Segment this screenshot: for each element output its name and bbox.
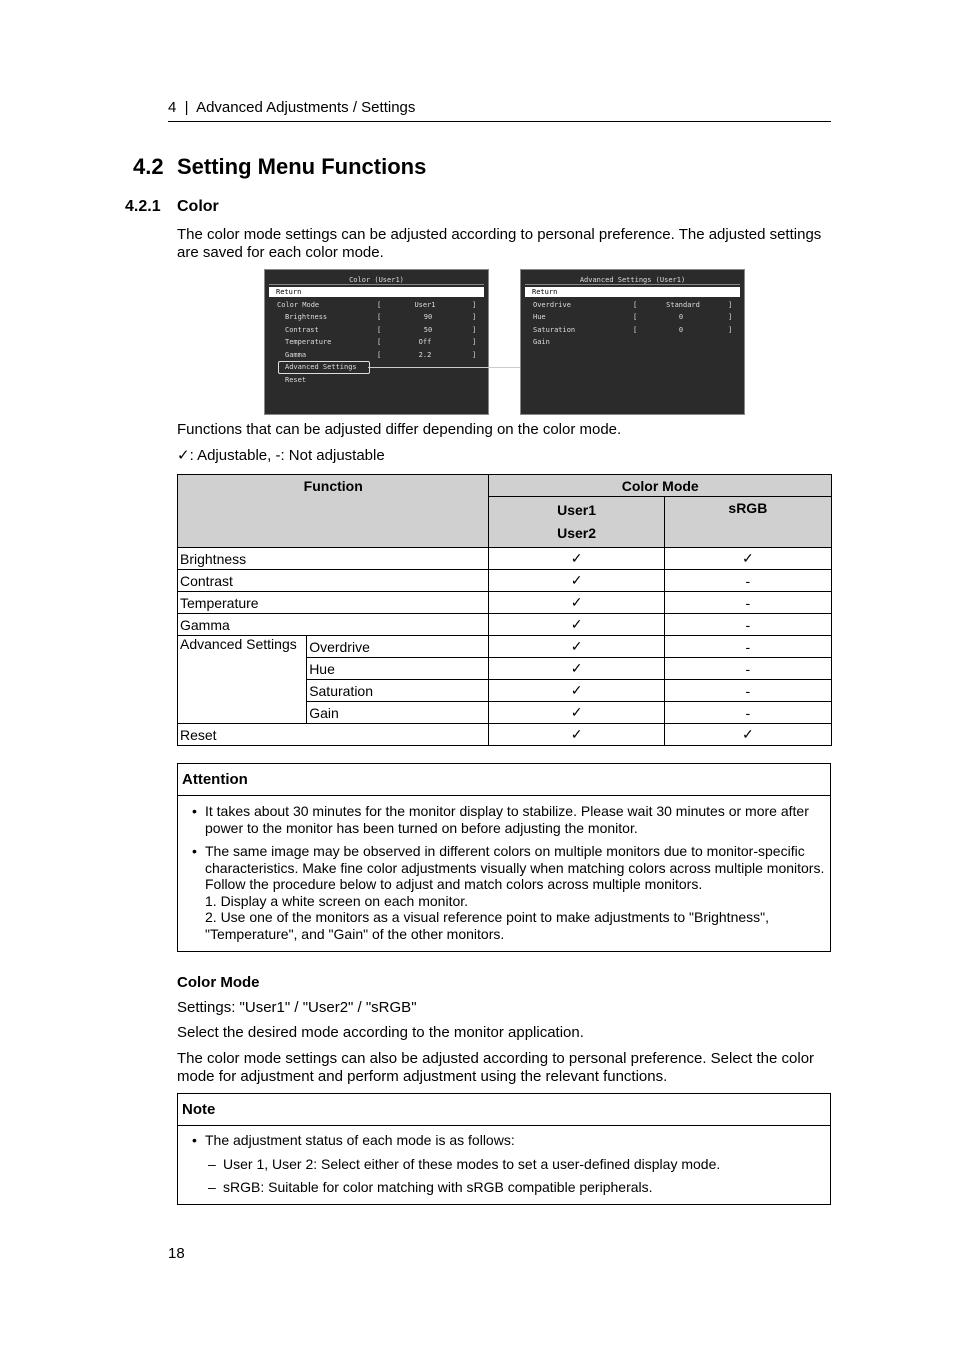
table-header-user2: User2 bbox=[557, 525, 597, 541]
table-cell-srgb: - bbox=[664, 658, 831, 680]
osd-title: Color (User1) bbox=[349, 276, 404, 284]
note-subitem-text: User 1, User 2: Select either of these modes to set a user-defined display mode. bbox=[223, 1155, 721, 1172]
color-mode-settings: Settings: "User1" / "User2" / "sRGB" bbox=[177, 999, 417, 1016]
table-cell-function: Brightness bbox=[178, 548, 489, 570]
bullet-icon: • bbox=[192, 1132, 197, 1148]
osd-title-divider bbox=[269, 284, 484, 285]
dash-icon: – bbox=[208, 1179, 216, 1195]
osd-row bbox=[265, 325, 488, 335]
table-cell-srgb: ✓ bbox=[664, 548, 831, 570]
table-cell-srgb: - bbox=[664, 614, 831, 636]
attention-step: 1. Display a white screen on each monitor. bbox=[205, 892, 469, 909]
dash-icon: – bbox=[208, 1155, 216, 1172]
osd-bracket: ] bbox=[728, 301, 733, 309]
osd-bracket: ] bbox=[728, 326, 733, 334]
table-row bbox=[178, 548, 832, 570]
attention-title: Attention bbox=[178, 764, 830, 796]
attention-bullet bbox=[178, 803, 830, 836]
adjust-note: Functions that can be adjusted differ depending on the color mode. bbox=[177, 421, 622, 438]
osd-row-value: 0 bbox=[678, 326, 684, 334]
table-header-user bbox=[489, 497, 664, 548]
osd-row-label: Gamma bbox=[285, 351, 307, 359]
osd-row-label: Advanced Settings bbox=[285, 363, 357, 371]
table-cell-subfunction: Hue bbox=[307, 658, 489, 680]
attention-body bbox=[178, 796, 830, 942]
osd-row bbox=[265, 300, 488, 310]
table-cell-function: Advanced Settings bbox=[178, 636, 307, 724]
osd-return-item: Return bbox=[269, 287, 484, 297]
note-subitem bbox=[178, 1179, 830, 1196]
table-row bbox=[178, 592, 832, 614]
note-box bbox=[177, 1093, 831, 1205]
table-cell-srgb: - bbox=[664, 636, 831, 658]
running-header: 4 | Advanced Adjustments / Settings bbox=[168, 99, 416, 116]
table-row bbox=[178, 724, 832, 746]
subsection-heading bbox=[125, 198, 219, 216]
osd-bracket: ] bbox=[472, 313, 477, 321]
osd-bracket: [ bbox=[377, 326, 382, 334]
function-table bbox=[177, 474, 832, 746]
osd-row-value: 0 bbox=[678, 313, 684, 321]
note-subitem bbox=[178, 1156, 830, 1173]
osd-title-divider bbox=[525, 284, 740, 285]
note-bullet-text: The adjustment status of each mode is as follows: bbox=[205, 1132, 515, 1148]
osd-bracket: [ bbox=[377, 338, 382, 346]
note-body bbox=[178, 1126, 830, 1196]
attention-bullet bbox=[178, 843, 830, 942]
table-cell-user: ✓ bbox=[489, 570, 664, 592]
table-header-function: Function bbox=[178, 475, 489, 548]
table-cell-function: Gamma bbox=[178, 614, 489, 636]
table-cell-user: ✓ bbox=[489, 614, 664, 636]
table-cell-function: Contrast bbox=[178, 570, 489, 592]
osd-row-label: Saturation bbox=[533, 326, 576, 334]
osd-row-label: Overdrive bbox=[533, 301, 571, 309]
color-mode-heading: Color Mode bbox=[177, 974, 260, 991]
osd-row-label: Brightness bbox=[285, 313, 328, 321]
table-header-color-mode: Color Mode bbox=[489, 475, 832, 497]
attention-step: 2. Use one of the monitors as a visual reference point to make adjustments to "Brightness", "Temperature", and "Gain" of the other monitors. bbox=[205, 909, 770, 942]
table-cell-function: Temperature bbox=[178, 592, 489, 614]
table-cell-function: Reset bbox=[178, 724, 489, 746]
page-number: 18 bbox=[168, 1245, 185, 1262]
osd-row bbox=[521, 312, 744, 322]
bullet-icon: • bbox=[192, 843, 197, 859]
osd-bracket: [ bbox=[633, 301, 638, 309]
osd-row bbox=[265, 375, 488, 385]
osd-bracket: ] bbox=[728, 313, 733, 321]
table-cell-subfunction: Gain bbox=[307, 702, 489, 724]
table-cell-user: ✓ bbox=[489, 680, 664, 702]
table-cell-user: ✓ bbox=[489, 658, 664, 680]
attention-bullet-text: The same image may be observed in different colors on multiple monitors due to monitor-specific characteristics. Make fine color adjustments visually when matching colors across multiple monitors. Follow the procedure below to adjust and match colors across multiple monitors. bbox=[205, 843, 825, 892]
osd-row-value: 2.2 bbox=[418, 351, 432, 359]
osd-bracket: [ bbox=[377, 313, 382, 321]
table-cell-srgb: - bbox=[664, 592, 831, 614]
osd-row-value: 50 bbox=[423, 326, 433, 334]
subsection-title: Color bbox=[177, 198, 219, 215]
osd-row-label: Reset bbox=[285, 376, 307, 384]
osd-bracket: [ bbox=[377, 301, 382, 309]
osd-row bbox=[265, 337, 488, 347]
table-header-srgb: sRGB bbox=[664, 497, 831, 548]
osd-row bbox=[265, 350, 488, 360]
osd-advanced-settings-menu bbox=[520, 269, 745, 415]
osd-bracket: ] bbox=[472, 351, 477, 359]
table-cell-subfunction: Saturation bbox=[307, 680, 489, 702]
table-cell-user: ✓ bbox=[489, 548, 664, 570]
note-subitem-text: sRGB: Suitable for color matching with sRGB compatible peripherals. bbox=[223, 1179, 653, 1195]
osd-row-value: Standard bbox=[666, 301, 700, 309]
attention-bullet-text: It takes about 30 minutes for the monitor display to stabilize. Please wait 30 minutes or more after power to the monitor has been turned on before adjusting the monitor. bbox=[205, 803, 809, 836]
table-cell-srgb: - bbox=[664, 680, 831, 702]
subsection-number: 4.2.1 bbox=[125, 198, 161, 215]
table-cell-subfunction: Overdrive bbox=[307, 636, 489, 658]
table-cell-srgb: - bbox=[664, 570, 831, 592]
osd-connector-line bbox=[368, 367, 521, 368]
osd-row bbox=[521, 300, 744, 310]
note-bullet bbox=[178, 1132, 830, 1149]
table-cell-srgb: ✓ bbox=[664, 724, 831, 746]
osd-row-value: 90 bbox=[423, 313, 433, 321]
osd-color-menu bbox=[264, 269, 489, 415]
table-header-user1: User1 bbox=[557, 502, 597, 518]
table-row bbox=[178, 636, 832, 658]
table-cell-user: ✓ bbox=[489, 592, 664, 614]
intro-paragraph: The color mode settings can be adjusted according to personal preference. The adjusted settings are saved for each color mode. bbox=[177, 226, 822, 261]
color-mode-paragraph: The color mode settings can also be adjusted according to personal preference. Select the color mode for adjustment and perform adjustment using the relevant functions. bbox=[177, 1050, 815, 1085]
section-title: Setting Menu Functions bbox=[177, 154, 427, 179]
osd-row-label: Gain bbox=[533, 338, 550, 346]
osd-bracket: [ bbox=[377, 351, 382, 359]
osd-return-item: Return bbox=[525, 287, 740, 297]
section-number: 4.2 bbox=[133, 154, 164, 179]
osd-row bbox=[521, 337, 744, 347]
attention-box bbox=[177, 763, 831, 952]
osd-row-value: Off bbox=[418, 338, 432, 346]
table-row bbox=[178, 614, 832, 636]
osd-bracket: [ bbox=[633, 313, 638, 321]
osd-row-label: Hue bbox=[533, 313, 546, 321]
osd-row-value: User1 bbox=[414, 301, 436, 309]
bullet-icon: • bbox=[192, 803, 197, 819]
osd-title: Advanced Settings (User1) bbox=[579, 276, 686, 284]
osd-row bbox=[265, 312, 488, 322]
osd-row bbox=[521, 325, 744, 335]
osd-row-label: Temperature bbox=[285, 338, 332, 346]
osd-row-label: Color Mode bbox=[277, 301, 320, 309]
osd-bracket: ] bbox=[472, 326, 477, 334]
osd-row-label: Contrast bbox=[285, 326, 319, 334]
table-row bbox=[178, 570, 832, 592]
header-divider bbox=[168, 121, 831, 122]
table-cell-user: ✓ bbox=[489, 724, 664, 746]
section-heading bbox=[133, 154, 426, 180]
legend-text: ✓: Adjustable, -: Not adjustable bbox=[177, 447, 385, 464]
table-cell-user: ✓ bbox=[489, 636, 664, 658]
osd-bracket: [ bbox=[633, 326, 638, 334]
osd-bracket: ] bbox=[472, 338, 477, 346]
color-mode-paragraph: Select the desired mode according to the monitor application. bbox=[177, 1024, 584, 1041]
note-title: Note bbox=[178, 1094, 830, 1126]
table-cell-user: ✓ bbox=[489, 702, 664, 724]
table-cell-srgb: - bbox=[664, 702, 831, 724]
osd-bracket: ] bbox=[472, 301, 477, 309]
